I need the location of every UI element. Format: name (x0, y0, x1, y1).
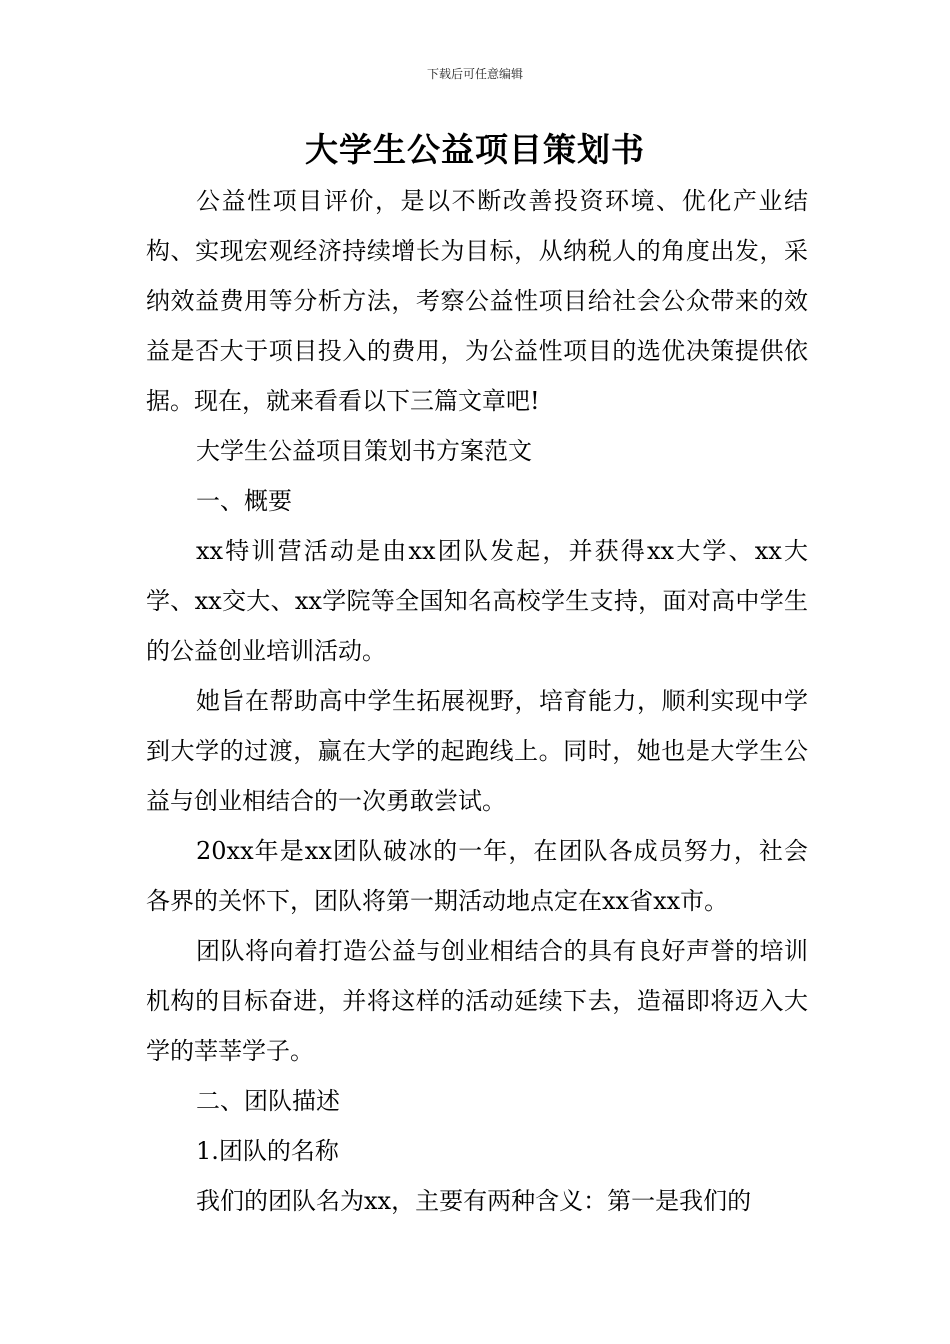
body-paragraph: xx特训营活动是由xx团队发起，并获得xx大学、xx大学、xx交大、xx学院等全国知名高校学生支持，面对高中学生的公益创业培训活动。 (146, 537, 808, 665)
intro-paragraph: 公益性项目评价，是以不断改善投资环境、优化产业结构、实现宏观经济持续增长为目标，从纳税人的角度出发，采纳效益费用等分析方法，考察公益性项目给社会公众带来的效益是否大于项目投入的费用，为公益性项目的选优决策提供依据。现在，就来看看以下三篇文章吧! (146, 187, 808, 415)
section-heading-article: 大学生公益项目策划书方案范文 (196, 437, 532, 465)
body-paragraph: 她旨在帮助高中学生拓展视野，培育能力，顺利实现中学到大学的过渡，赢在大学的起跑线上。同时，她也是大学生公益与创业相结合的一次勇敢尝试。 (146, 687, 808, 815)
body-paragraph: 团队将向着打造公益与创业相结合的具有良好声誉的培训机构的目标奋进，并将这样的活动延续下去，造福即将迈入大学的莘莘学子。 (146, 937, 808, 1065)
header-note: 下载后可任意编辑 (426, 67, 523, 81)
document-body (146, 176, 808, 1226)
body-paragraph: 20xx年是xx团队破冰的一年，在团队各成员努力，社会各界的关怀下，团队将第一期活动地点定在xx省xx市。 (146, 837, 808, 915)
body-paragraph: 我们的团队名为xx，主要有两种含义：第一是我们的 (196, 1187, 752, 1215)
section-heading-team: 二、团队描述 (196, 1087, 340, 1115)
subsection-heading-team-name: 1.团队的名称 (196, 1137, 339, 1165)
section-heading-overview: 一、概要 (196, 487, 292, 515)
document-title: 大学生公益项目策划书 (305, 130, 645, 169)
